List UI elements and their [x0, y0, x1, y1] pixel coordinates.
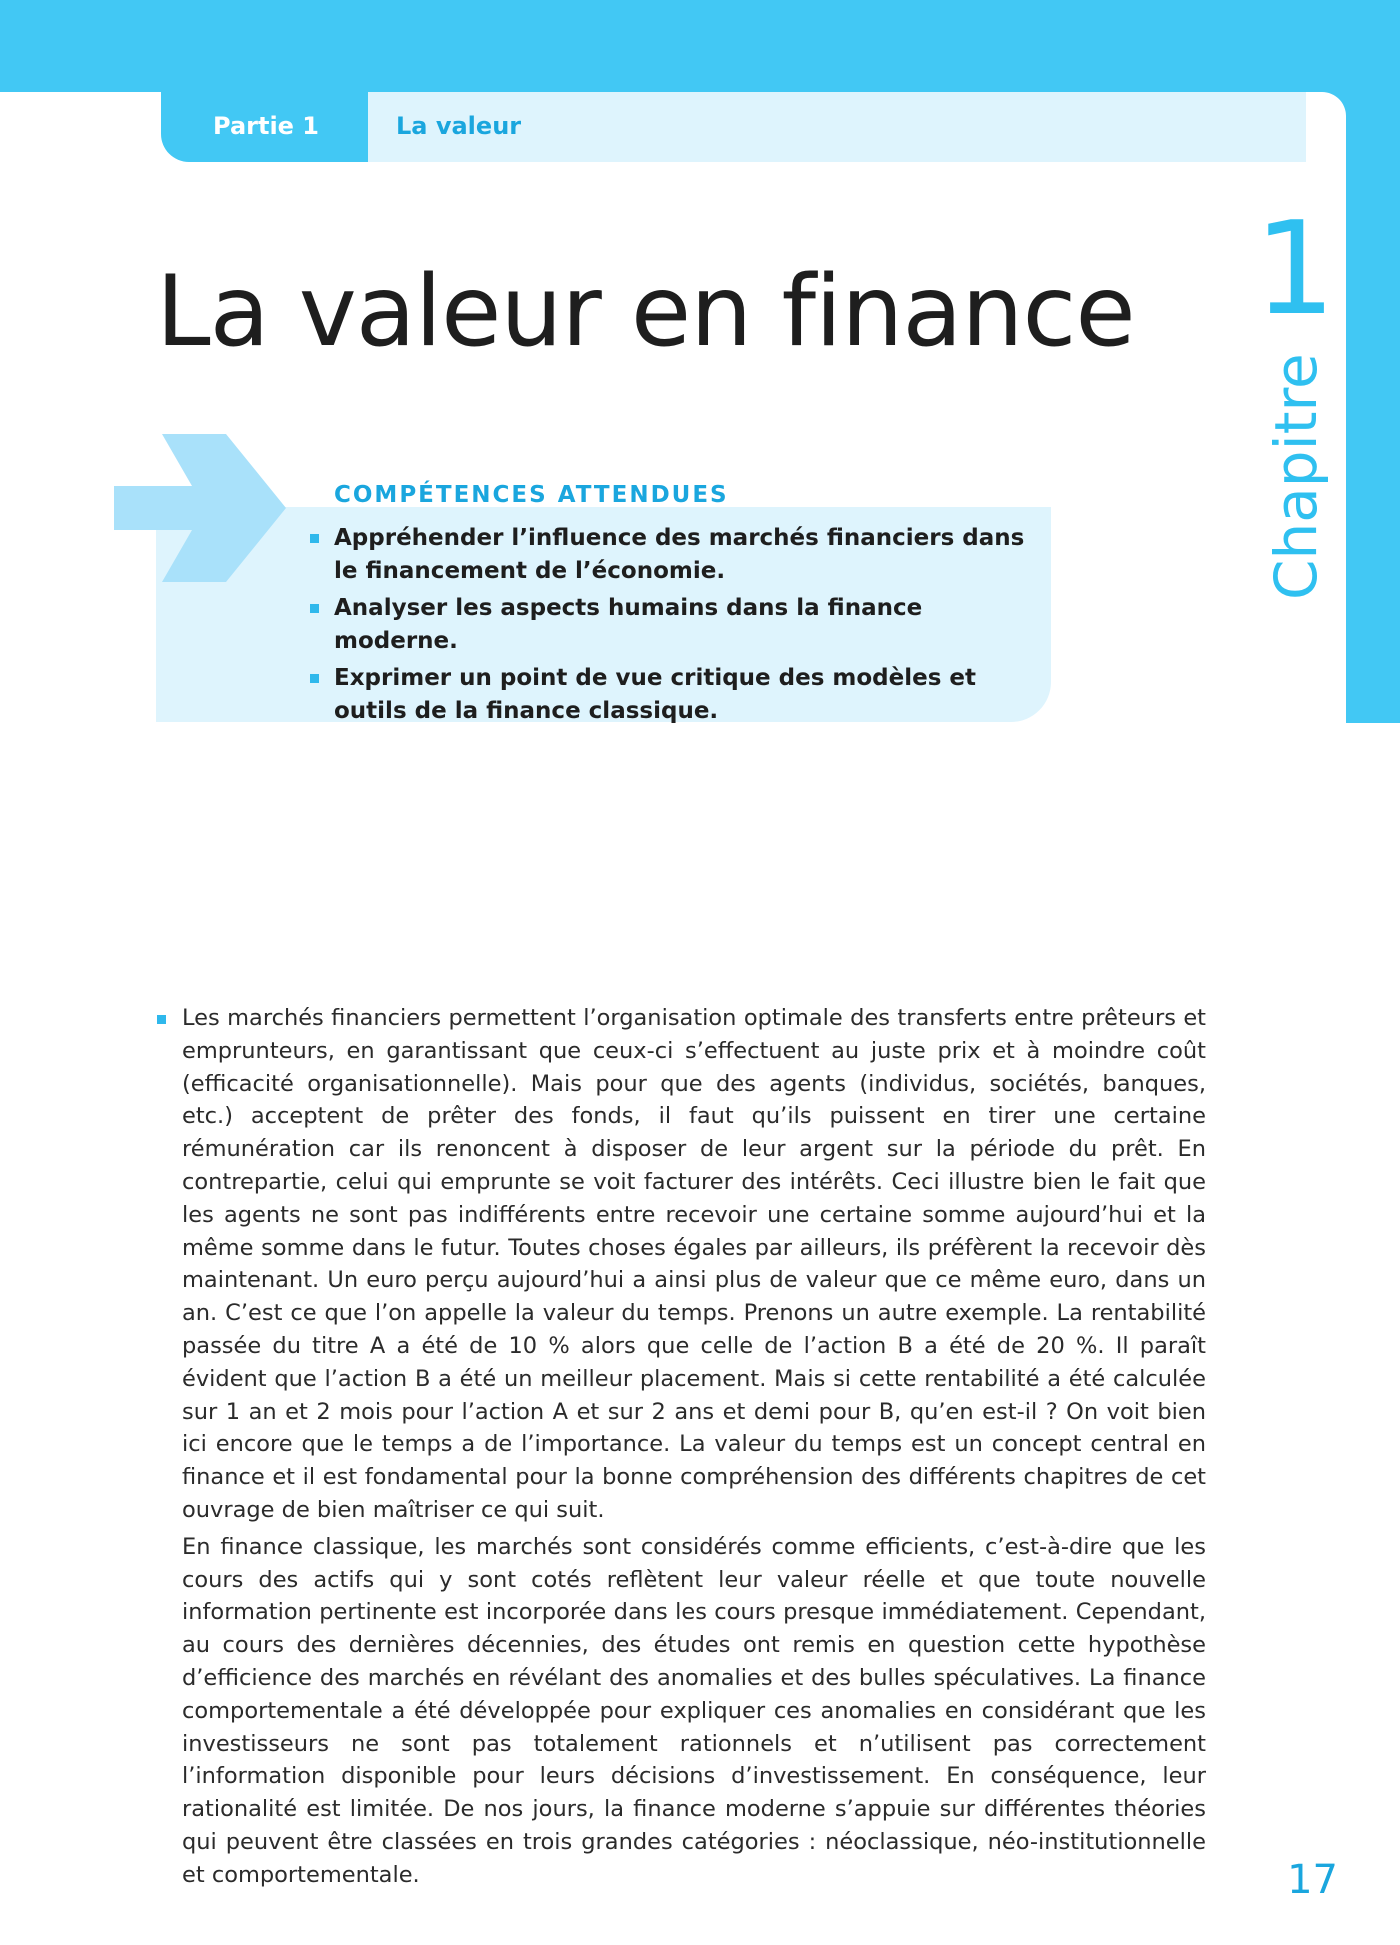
- chapter-number: 1: [1254, 195, 1336, 344]
- skill-item: [334, 592, 1034, 658]
- body-text: [182, 1002, 1206, 1896]
- chapter-label: Chapitre: [1262, 353, 1330, 600]
- page-number: 17: [1287, 1857, 1338, 1903]
- square-bullet-icon: [157, 1015, 166, 1024]
- part-label: Partie 1: [161, 92, 368, 162]
- body-paragraph: Les marchés financiers permettent l’organisation optimale des transferts entre prêteurs et emprunteurs, en garantissant que ceux-ci s’effectuent au juste prix et à moindre coût (efficacité organisationnelle). Mais pour que des agents (individus, sociétés, banques, etc.) acceptent de prêter des fonds, il faut qu’ils puissent en tirer une certaine rémunération car ils renoncent à disposer de leur argent sur la période du prêt. En contrepartie, celui qui emprunte se voit facturer des intérêts. Ceci illustre bien le fait que les agents ne sont pas indifférents entre recevoir une certaine somme aujourd’hui et la même somme dans le futur. Toutes choses égales par ailleurs, ils préfèrent la recevoir dès maintenant. Un euro perçu aujourd’hui a ainsi plus de valeur que ce même euro, dans un an. C’est ce que l’on appelle la valeur du temps. Prenons un autre exemple. La rentabilité passée du titre A a été de 10 % alors que celle de l’action B a été de 20 %. Il paraît évident que l’action B a été un meilleur placement. Mais si cette rentabilité a été calculée sur 1 an et 2 mois pour l’action A et sur 2 ans et demi pour B, qu’en est-il ? On voit bien ici encore que le temps a de l’importance. La valeur du temps est un concept central en finance et il est fondamental pour la bonne compréhension des différents chapitres de cet ouvrage de bien maîtriser ce qui suit.: [182, 1005, 1206, 1523]
- skills-heading: COMPÉTENCES ATTENDUES: [334, 482, 729, 508]
- chapter-title: La valeur en finance: [156, 255, 1135, 369]
- square-bullet-icon: [310, 674, 319, 683]
- skills-list: [334, 522, 1034, 732]
- skill-item: [334, 522, 1034, 588]
- body-paragraph: En finance classique, les marchés sont considérés comme efficients, c’est-à-dire que les cours des actifs qui y sont cotés reflètent leur valeur réelle et que toute nouvelle information pertinente est incorporée dans les cours presque immédiatement. Cependant, au cours des dernières décennies, des études ont remis en question cette hypothèse d’efficience des marchés en révélant des anomalies et des bulles spéculatives. La finance comportementale a été développée pour expliquer ces anomalies en considérant que les investisseurs ne sont pas totalement rationnels et n’utilisent pas correctement l’information disponible pour leurs décisions d’investissement. En conséquence, leur rationalité est limitée. De nos jours, la finance moderne s’appuie sur différentes théories qui peuvent être classées en trois grandes catégories : néoclassique, néo-institutionnelle et comportementale.: [182, 1533, 1206, 1888]
- square-bullet-icon: [310, 604, 319, 613]
- top-color-band: [0, 0, 1400, 92]
- skill-item: [334, 662, 1034, 728]
- skill-text: Analyser les aspects humains dans la finance moderne.: [334, 595, 923, 654]
- part-title: La valeur: [368, 92, 1306, 162]
- skill-text: Exprimer un point de vue critique des modèles et outils de la finance classique.: [334, 665, 977, 724]
- skill-text: Appréhender l’influence des marchés financiers dans le financement de l’économie.: [334, 525, 1025, 584]
- arrow-right-icon: [114, 434, 286, 582]
- square-bullet-icon: [310, 534, 319, 543]
